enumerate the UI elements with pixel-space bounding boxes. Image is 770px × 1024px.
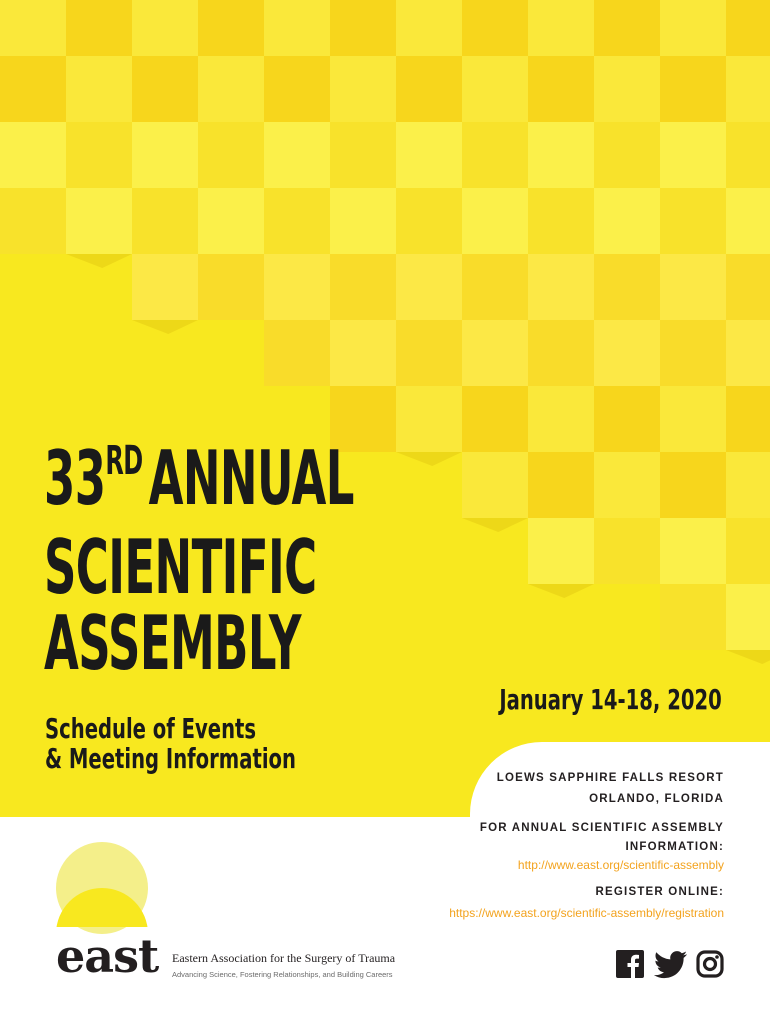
pattern-square	[396, 0, 462, 56]
pattern-square	[396, 188, 462, 254]
pattern-shadow	[132, 320, 198, 334]
pattern-square	[660, 254, 726, 320]
pattern-square	[594, 122, 660, 188]
pattern-square	[528, 56, 594, 122]
pattern-square	[462, 320, 528, 386]
pattern-square	[198, 0, 264, 56]
title-line-3: ASSEMBLY	[44, 599, 301, 687]
pattern-square	[528, 122, 594, 188]
pattern-square	[198, 188, 264, 254]
pattern-square	[660, 56, 726, 122]
pattern-square	[0, 188, 66, 254]
pattern-square	[462, 0, 528, 56]
pattern-square	[0, 0, 66, 56]
pattern-square	[660, 188, 726, 254]
pattern-square	[594, 0, 660, 56]
title-line-2: SCIENTIFIC	[44, 523, 317, 611]
venue-name: LOEWS SAPPHIRE FALLS RESORT	[496, 772, 724, 784]
pattern-square	[0, 122, 66, 188]
pattern-square	[132, 0, 198, 56]
title-annual: ANNUAL	[148, 434, 354, 522]
pattern-square	[726, 254, 770, 320]
pattern-square	[264, 122, 330, 188]
pattern-square	[726, 56, 770, 122]
pattern-square	[660, 386, 726, 452]
pattern-shadow	[528, 584, 594, 598]
pattern-square	[462, 386, 528, 452]
pattern-square	[528, 386, 594, 452]
pattern-square	[528, 0, 594, 56]
pattern-square	[594, 320, 660, 386]
pattern-square	[264, 188, 330, 254]
pattern-square	[528, 452, 594, 518]
east-logo: east	[56, 929, 159, 983]
title-number: 33	[44, 434, 106, 522]
subtitle-line-1: Schedule of Events	[45, 712, 257, 745]
pattern-square	[132, 188, 198, 254]
pattern-square	[330, 56, 396, 122]
pattern-square	[66, 122, 132, 188]
pattern-shadow	[396, 452, 462, 466]
page-title	[44, 434, 354, 687]
pattern-square	[132, 56, 198, 122]
pattern-square	[528, 188, 594, 254]
pattern-square	[264, 56, 330, 122]
pattern-square	[396, 122, 462, 188]
pattern-square	[330, 188, 396, 254]
pattern-square	[726, 188, 770, 254]
pattern-square	[396, 254, 462, 320]
pattern-square	[660, 0, 726, 56]
pattern-square	[594, 254, 660, 320]
pattern-square	[660, 518, 726, 584]
register-label: REGISTER ONLINE:	[595, 886, 724, 898]
pattern-square	[726, 0, 770, 56]
pattern-square	[198, 122, 264, 188]
subtitle	[45, 714, 296, 774]
pattern-square	[198, 254, 264, 320]
pattern-square	[528, 320, 594, 386]
title-line-1	[44, 434, 354, 529]
pattern-square	[396, 56, 462, 122]
register-link[interactable]: https://www.east.org/scientific-assembly/registration	[449, 906, 724, 920]
pattern-square	[66, 188, 132, 254]
pattern-square	[198, 56, 264, 122]
pattern-square	[660, 584, 726, 650]
pattern-shadow	[726, 650, 770, 664]
pattern-square	[462, 56, 528, 122]
pattern-square	[594, 188, 660, 254]
pattern-square	[396, 320, 462, 386]
info-link[interactable]: http://www.east.org/scientific-assembly	[517, 858, 724, 872]
pattern-square	[462, 188, 528, 254]
title-ordinal: RD	[105, 438, 143, 484]
facebook-icon[interactable]	[616, 950, 644, 978]
pattern-square	[660, 122, 726, 188]
pattern-square	[0, 56, 66, 122]
pattern-square	[594, 518, 660, 584]
pattern-square	[660, 452, 726, 518]
pattern-square	[726, 452, 770, 518]
pattern-square	[462, 122, 528, 188]
pattern-square	[330, 0, 396, 56]
info-label-line-1: FOR ANNUAL SCIENTIFIC ASSEMBLY	[479, 822, 724, 834]
event-date: January 14-18, 2020	[499, 683, 722, 716]
pattern-square	[594, 56, 660, 122]
pattern-square	[528, 518, 594, 584]
pattern-square	[726, 386, 770, 452]
instagram-icon[interactable]	[696, 950, 724, 978]
pattern-square	[132, 122, 198, 188]
pattern-square	[264, 320, 330, 386]
pattern-square	[396, 386, 462, 452]
pattern-square	[660, 320, 726, 386]
venue-location: ORLANDO, FLORIDA	[589, 793, 724, 805]
organization-tagline: Advancing Science, Fostering Relationships, and Building Careers	[172, 970, 393, 979]
pattern-square	[726, 584, 770, 650]
pattern-square	[594, 452, 660, 518]
pattern-square	[594, 386, 660, 452]
pattern-square	[726, 122, 770, 188]
pattern-square	[330, 254, 396, 320]
info-label-line-2: INFORMATION:	[625, 841, 724, 853]
pattern-square	[330, 320, 396, 386]
pattern-square	[330, 122, 396, 188]
twitter-icon[interactable]	[654, 951, 688, 979]
pattern-square	[264, 0, 330, 56]
pattern-square	[462, 452, 528, 518]
pattern-square	[726, 518, 770, 584]
pattern-square	[528, 254, 594, 320]
pattern-square	[132, 254, 198, 320]
social-icons	[616, 950, 726, 980]
pattern-square	[264, 254, 330, 320]
subtitle-line-2: & Meeting Information	[45, 742, 296, 775]
pattern-square	[726, 320, 770, 386]
pattern-square	[66, 56, 132, 122]
pattern-shadow	[66, 254, 132, 268]
pattern-square	[462, 254, 528, 320]
pattern-square	[66, 0, 132, 56]
pattern-shadow	[462, 518, 528, 532]
organization-name: Eastern Association for the Surgery of Trauma	[172, 951, 396, 965]
white-info-panel	[470, 742, 770, 1024]
